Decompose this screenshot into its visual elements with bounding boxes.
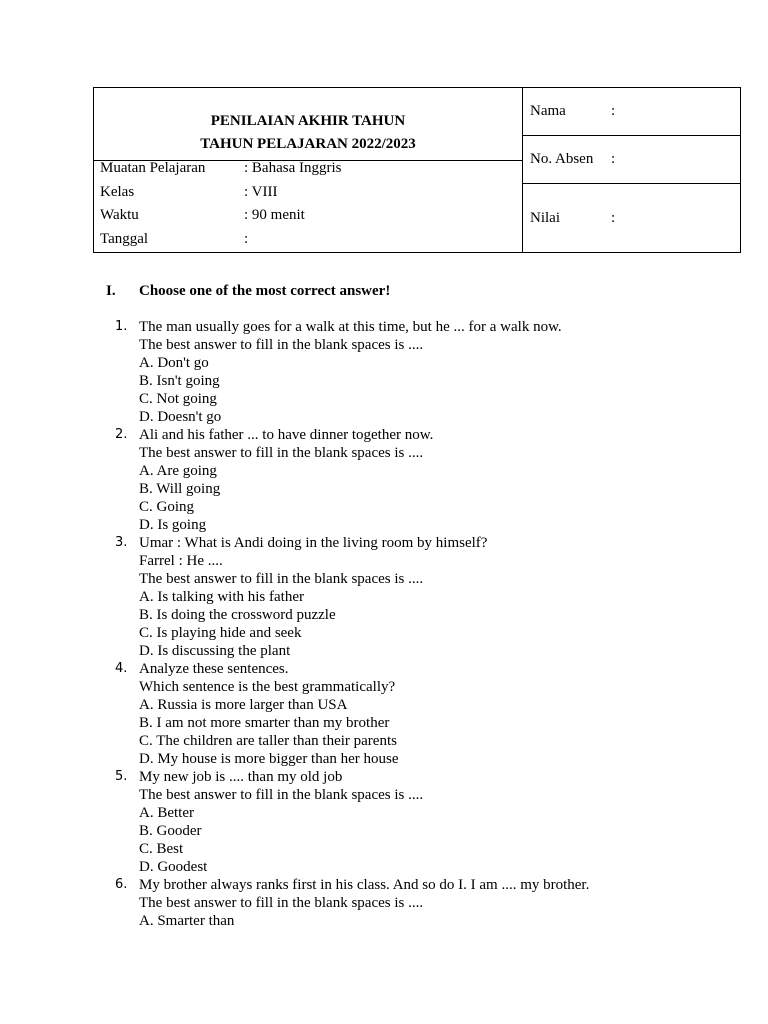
academic-year: TAHUN PELAJARAN 2022/2023 (200, 136, 416, 152)
answer-option[interactable]: C. Best (139, 841, 184, 857)
name-field[interactable] (523, 88, 741, 136)
question-number: 3. (115, 535, 128, 550)
student-info-panel (523, 88, 741, 252)
answer-option[interactable]: C. The children are taller than their parents (139, 733, 397, 749)
absence-number-colon: : (611, 151, 616, 167)
question-number: 5. (115, 769, 128, 784)
answer-option[interactable]: A. Better (139, 805, 194, 821)
name-colon: : (611, 103, 616, 119)
info-row-time (94, 207, 522, 231)
name-label: Nama (530, 103, 566, 119)
question-text: The best answer to fill in the blank spaces is .... (139, 895, 424, 911)
question-item (0, 534, 768, 660)
info-value: : 90 menit (244, 207, 305, 223)
exam-info-panel (94, 88, 523, 252)
question-text: My new job is .... than my old job (139, 769, 343, 785)
answer-option[interactable]: A. Is talking with his father (139, 589, 304, 605)
answer-option[interactable]: B. Gooder (139, 823, 202, 839)
question-text: The best answer to fill in the blank spaces is .... (139, 445, 424, 461)
answer-option[interactable]: D. My house is more bigger than her house (139, 751, 399, 767)
exam-title: PENILAIAN AKHIR TAHUN (210, 113, 406, 129)
answer-option[interactable]: D. Is going (139, 517, 207, 533)
info-label: Waktu (100, 207, 139, 223)
answer-option[interactable]: C. Not going (139, 391, 217, 407)
question-text: The best answer to fill in the blank spaces is .... (139, 337, 424, 353)
question-item (0, 768, 768, 876)
info-value: : Bahasa Inggris (244, 160, 342, 176)
answer-option[interactable]: A. Don't go (139, 355, 209, 371)
question-text: Analyze these sentences. (139, 661, 289, 677)
info-label: Muatan Pelajaran (100, 160, 206, 176)
info-row-class (94, 184, 522, 208)
info-row-date (94, 231, 522, 255)
answer-option[interactable]: B. Is doing the crossword puzzle (139, 607, 336, 623)
question-text: Farrel : He .... (139, 553, 223, 569)
exam-title-area (94, 88, 522, 161)
score-label: Nilai (530, 210, 560, 226)
question-text: Umar : What is Andi doing in the living room by himself? (139, 535, 488, 551)
question-item (0, 318, 768, 426)
info-value: : VIII (244, 184, 278, 200)
question-number: 2. (115, 427, 128, 442)
info-value: : (244, 231, 249, 247)
question-number: 6. (115, 877, 128, 892)
question-list (0, 318, 768, 930)
answer-option[interactable]: A. Smarter than (139, 913, 235, 929)
question-text: Ali and his father ... to have dinner together now. (139, 427, 434, 443)
answer-option[interactable]: C. Going (139, 499, 195, 515)
info-label: Kelas (100, 184, 135, 200)
absence-number-field[interactable] (523, 136, 741, 184)
question-number: 1. (115, 319, 128, 334)
section-instruction: Choose one of the most correct answer! (139, 283, 391, 299)
question-item (0, 660, 768, 768)
score-field[interactable] (523, 184, 741, 252)
question-text: The man usually goes for a walk at this time, but he ... for a walk now. (139, 319, 562, 335)
score-colon: : (611, 210, 616, 226)
answer-option[interactable]: D. Is discussing the plant (139, 643, 291, 659)
question-text: The best answer to fill in the blank spaces is .... (139, 571, 424, 587)
answer-option[interactable]: D. Doesn't go (139, 409, 222, 425)
answer-option[interactable]: B. I am not more smarter than my brother (139, 715, 390, 731)
answer-option[interactable]: C. Is playing hide and seek (139, 625, 302, 641)
question-item (0, 426, 768, 534)
question-text: Which sentence is the best grammatically? (139, 679, 396, 695)
absence-number-label: No. Absen (530, 151, 594, 167)
answer-option[interactable]: B. Isn't going (139, 373, 220, 389)
info-label: Tanggal (100, 231, 149, 247)
info-row-subject (94, 160, 522, 184)
answer-option[interactable]: A. Are going (139, 463, 217, 479)
section-number: I. (106, 283, 116, 299)
question-item (0, 876, 768, 930)
answer-option[interactable]: A. Russia is more larger than USA (139, 697, 348, 713)
answer-option[interactable]: B. Will going (139, 481, 221, 497)
answer-option[interactable]: D. Goodest (139, 859, 208, 875)
exam-header-table (93, 87, 741, 253)
question-text: The best answer to fill in the blank spaces is .... (139, 787, 424, 803)
question-text: My brother always ranks first in his class. And so do I. I am .... my brother. (139, 877, 590, 893)
question-number: 4. (115, 661, 128, 676)
